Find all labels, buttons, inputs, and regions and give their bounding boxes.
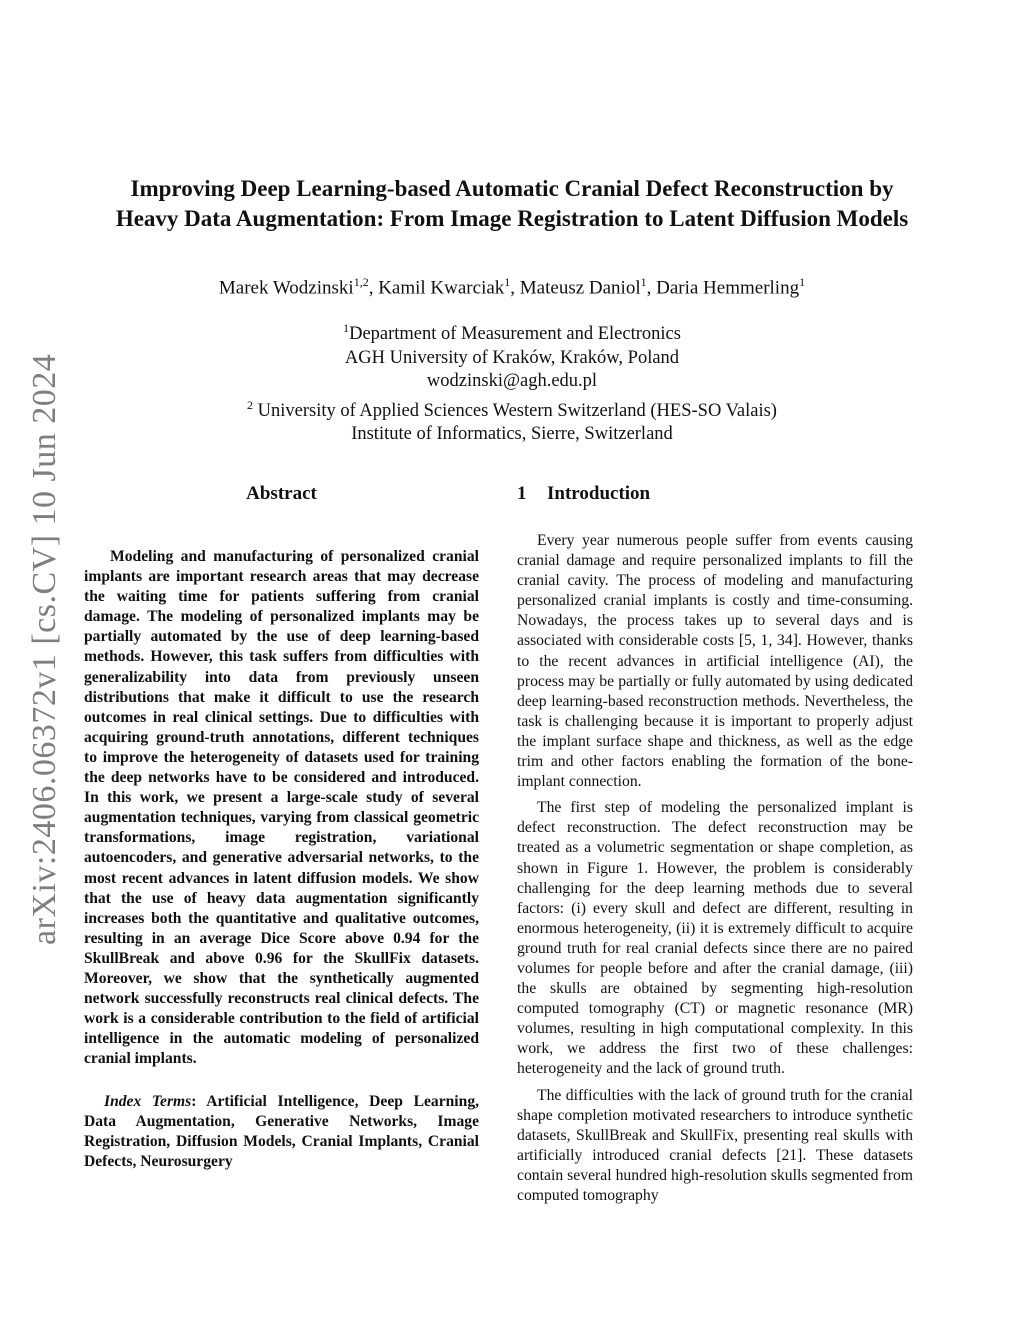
author-affiliation-mark: 1 xyxy=(799,275,806,289)
title-line-2: Heavy Data Augmentation: From Image Registration to Latent Diffusion Models xyxy=(115,206,909,231)
introduction-body xyxy=(517,531,913,1212)
section-title: Introduction xyxy=(547,483,651,504)
introduction-paragraph-3: The difficulties with the lack of ground truth for the cranial shape completion motivated researchers to introduce synthetic datasets, SkullBreak and SkullFix, presenting real skulls with artificially introduced cranial defects [21]. These datasets contain several hundred high-resolution skulls segmented from computed tomography xyxy=(517,1086,913,1204)
author-affiliation-mark: 1 xyxy=(640,275,647,289)
author-affiliation-mark: 1 xyxy=(504,275,511,289)
affiliation-1-university: AGH University of Kraków, Kraków, Poland xyxy=(344,347,680,368)
section-number: 1 xyxy=(517,483,527,504)
abstract-text: Modeling and manufacturing of personalized cranial implants are important research areas that may decrease the waiting time for patients suffering from cranial damage. The modeling of personalized implants may be partially automated by the use of deep learning-based methods. However, this task suffers from difficulties with generalizability into data from previously unseen distributions that make it difficult to use the research outcomes in real clinical settings. Due to difficulties with acquiring ground-truth annotations, different techniques to improve the heterogeneity of datasets used for training the deep networks have to be considered and introduced. In this work, we present a large-scale study of several augmentation techniques, varying from classical geometric transformations, image registration, variational autoencoders, and generative adversarial networks, to the most recent advances in latent diffusion models. We show that the use of heavy data augmentation significantly increases both the quantitative and qualitative outcomes, resulting in an average Dice Score above 0.94 for the SkullBreak and above 0.96 for the SkullFix datasets. Moreover, we show that the synthetically augmented network successfully reconstructs real clinical defects. The work is a considerable contribution to the field of artificial intelligence in the automatic modeling of personalized cranial implants. xyxy=(84,548,479,1068)
paper-title xyxy=(70,174,954,234)
introduction-paragraph-2: The first step of modeling the personalized implant is defect reconstruction. The defect reconstruction may be treated as a volumetric segmentation or shape completion, as shown in Figure 1. However, the problem is considerably challenging for the deep learning methods due to several factors: (i) every skull and defect are different, resulting in enormous heterogeneity, (ii) it is extremely difficult to acquire ground truth for real cranial defects since there are no paired volumes for people before and after the cranial damage, (iii) the skulls are obtained by segmenting high-resolution computed tomography (CT) or magnetic resonance (MR) volumes, resulting in high computational complexity. In this work, we address the first two of these challenges: heterogeneity and the lack of ground truth. xyxy=(517,799,913,1078)
author-name: Marek Wodzinski xyxy=(218,277,354,299)
affiliation-2-university: $^2$ University of Applied Sciences Western Switzerland (HES-SO Valais) xyxy=(247,397,777,421)
affiliation-1-department: $^1$Department of Measurement and Electronics xyxy=(343,321,681,345)
introduction-paragraph-1: Every year numerous people suffer from events causing cranial damage and require personalized implants to fill the cranial cavity. The process of modeling and manufacturing personalized cranial implants is costly and time-consuming. Nowadays, the process takes up to several days and is associated with considerable costs [5, 1, 34]. However, thanks to the recent advances in artificial intelligence (AI), the process may be partially or fully automated by using dedicated deep learning-based reconstruction methods. Nevertheless, the task is challenging because it is important to properly adjust the implant surface shape and thickness, as well as the edge trim and other factors enabling the formation of the bone-implant connection. xyxy=(517,532,913,791)
author-name: Daria Hemmerling xyxy=(656,277,800,299)
affiliation-mark: 2 xyxy=(247,397,254,412)
title-line-1: Improving Deep Learning-based Automatic Cranial Defect Reconstruction by xyxy=(130,176,894,201)
author-list: Marek Wodzinski$^{1,2}$, Kamil Kwarciak$^1$, Mateusz Daniol$^1$, Daria Hemmerling$^1$ xyxy=(218,275,806,299)
index-terms-label: Index Terms xyxy=(104,1093,192,1110)
author-affiliation-mark: 1,2 xyxy=(353,275,369,289)
abstract-heading: Abstract xyxy=(246,483,317,504)
author-name: Mateusz Daniol xyxy=(519,277,641,299)
index-terms xyxy=(84,1092,479,1172)
author-name: Kamil Kwarciak xyxy=(378,277,505,299)
introduction-heading xyxy=(517,482,917,506)
affiliations xyxy=(70,317,954,447)
affiliation-mark: 1 xyxy=(343,321,350,335)
affiliation-2-institute: Institute of Informatics, Sierre, Switzerland xyxy=(351,424,673,445)
arxiv-identifier-stamp: arXiv:2406.06372v1 [cs.CV] 10 Jun 2024 xyxy=(26,353,63,945)
author-email: wodzinski@agh.edu.pl xyxy=(426,371,598,392)
index-terms-list: : Artificial Intelligence, Deep Learning, Data Augmentation, Generative Networks, Image Registration, Diffusion Models, Cranial Implants, Cranial Defects, Neurosurgery xyxy=(84,1093,480,1171)
